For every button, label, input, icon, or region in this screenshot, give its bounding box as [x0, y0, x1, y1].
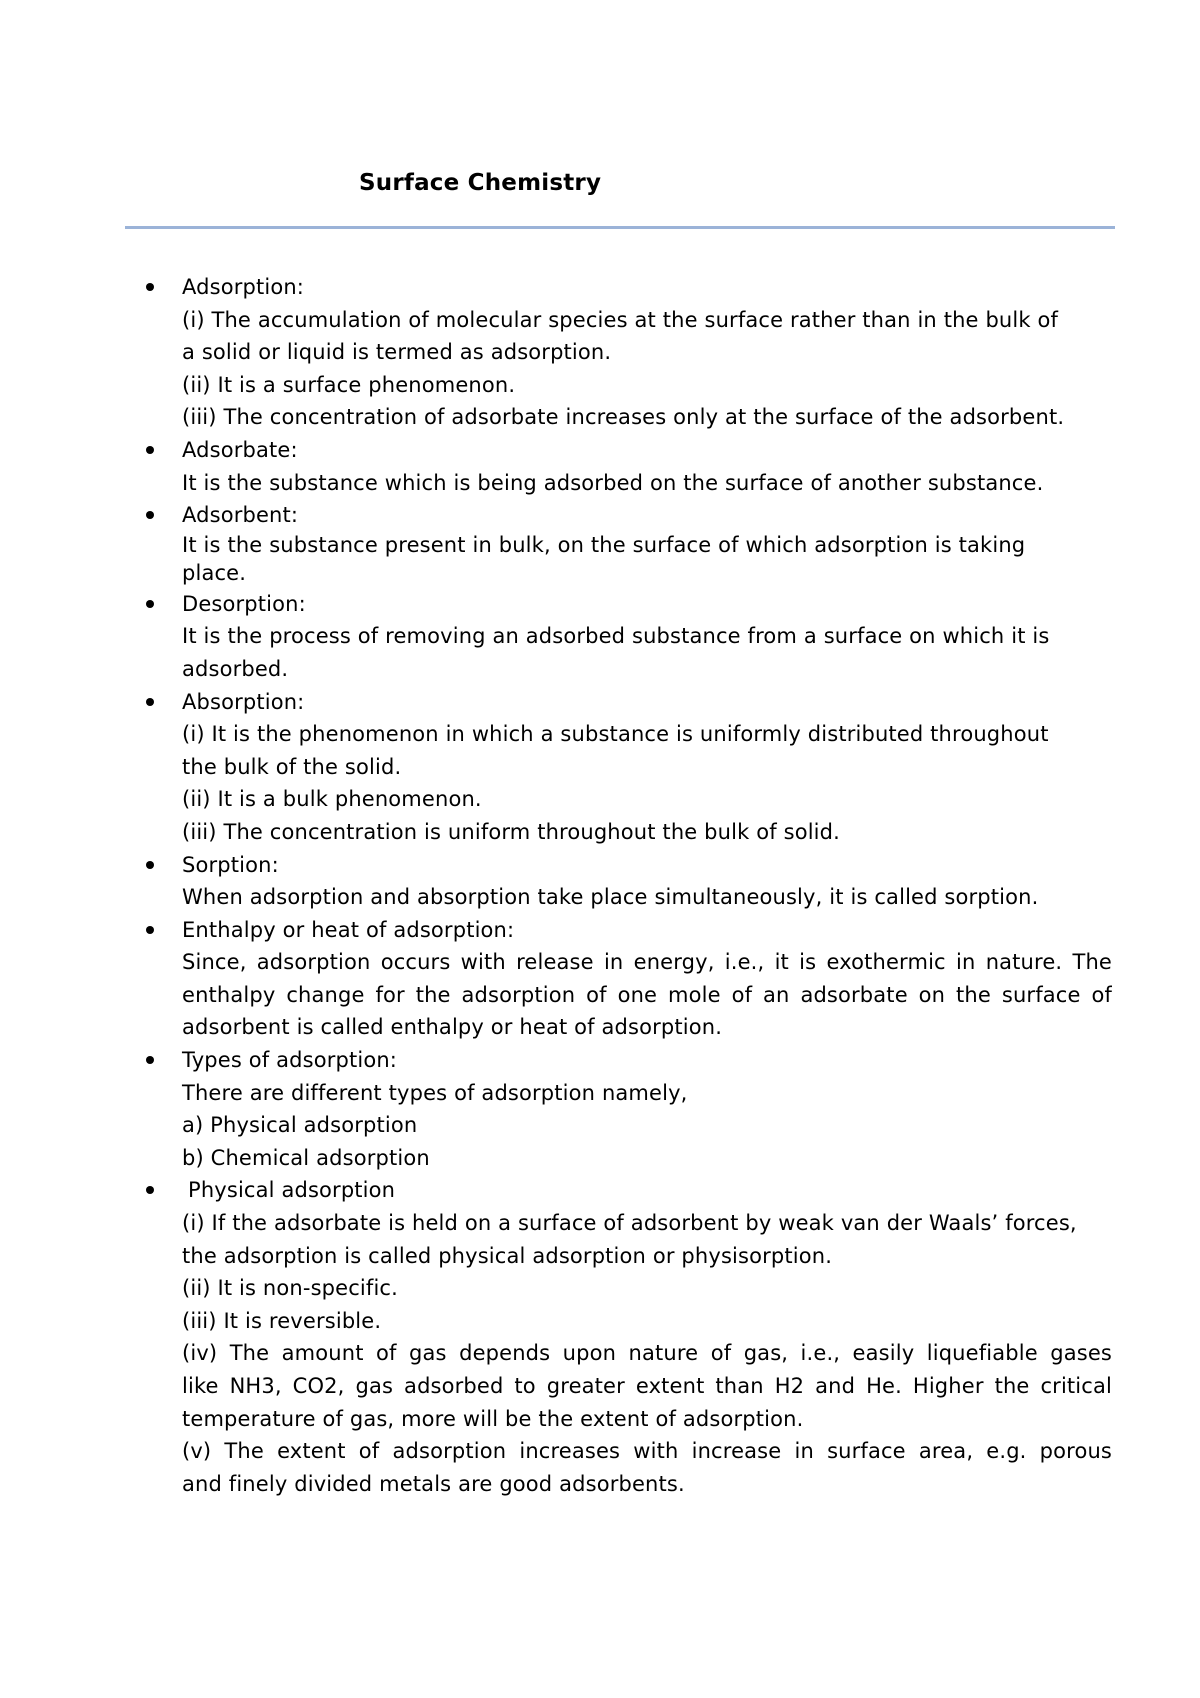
item-heading: Adsorption:	[182, 275, 305, 299]
document-body	[0, 271, 1200, 1500]
item-text-line: a solid or liquid is termed as adsorption.	[182, 340, 612, 365]
list-item-physical-adsorption	[0, 1174, 1200, 1500]
item-text-line: (ii) It is non-specific.	[182, 1276, 398, 1301]
item-text-line: (i) It is the phenomenon in which a substance is uniformly distributed throughout	[182, 722, 1049, 747]
list-item-types-of-adsorption	[0, 1044, 1200, 1174]
item-heading: Types of adsorption:	[182, 1048, 398, 1073]
item-heading: Adsorbent:	[182, 503, 299, 528]
page-title: Surface Chemistry	[359, 170, 602, 196]
item-text-line: There are different types of adsorption namely,	[182, 1080, 688, 1105]
list-item-adsorption	[0, 271, 1200, 434]
item-text-line: When adsorption and absorption take place simultaneously, it is called sorption.	[182, 885, 1039, 910]
item-text-line: (v) The extent of adsorption increases with increase in surface area, e.g. porous	[182, 1439, 1112, 1464]
item-text-line: b) Chemical adsorption	[182, 1145, 430, 1170]
item-text-line: and finely divided metals are good adsorbents.	[182, 1471, 685, 1496]
item-text-line: enthalpy change for the adsorption of one mole of an adsorbate on the surface of	[182, 982, 1112, 1007]
item-text-line: (i) If the adsorbate is held on a surface of adsorbent by weak van der Waals’ forces,	[182, 1211, 1077, 1236]
item-heading: Physical adsorption	[188, 1178, 396, 1203]
item-heading: Adsorbate:	[182, 437, 298, 462]
item-text-line: (iii) The concentration is uniform throughout the bulk of solid.	[182, 819, 840, 844]
item-text-line: (iii) The concentration of adsorbate increases only at the surface of the adsorbent.	[182, 405, 1065, 430]
item-text-line: (iii) It is reversible.	[182, 1308, 382, 1333]
list-item-adsorbate	[0, 434, 1200, 499]
item-text-line: (iv) The amount of gas depends upon nature of gas, i.e., easily liquefiable gases	[182, 1341, 1112, 1366]
item-text-line: It is the substance which is being adsorbed on the surface of another substance.	[182, 470, 1044, 495]
item-text-line: place.	[182, 560, 247, 585]
item-heading: Enthalpy or heat of adsorption:	[182, 917, 515, 942]
item-text-line: adsorbed.	[182, 656, 289, 681]
item-text-line: (ii) It is a bulk phenomenon.	[182, 787, 482, 812]
title-divider	[125, 226, 1115, 229]
item-heading: Absorption:	[182, 689, 305, 714]
item-text-line: It is the process of removing an adsorbed substance from a surface on which it is	[182, 624, 1050, 649]
item-heading: Desorption:	[182, 591, 306, 616]
list-item-absorption	[0, 686, 1200, 849]
item-text-line: Since, adsorption occurs with release in energy, i.e., it is exothermic in nature. The	[182, 950, 1112, 975]
list-item-desorption	[0, 588, 1200, 686]
list-item-sorption	[0, 849, 1200, 914]
item-text-line: the bulk of the solid.	[182, 754, 402, 779]
item-text-line: temperature of gas, more will be the extent of adsorption.	[182, 1406, 804, 1431]
item-text-line: (i) The accumulation of molecular species at the surface rather than in the bulk of	[182, 307, 1059, 332]
item-text-line: the adsorption is called physical adsorption or physisorption.	[182, 1243, 833, 1268]
item-text-line: like NH3, CO2, gas adsorbed to greater extent than H2 and He. Higher the critical	[182, 1374, 1112, 1398]
list-item-enthalpy	[0, 914, 1200, 1044]
item-text-line: It is the substance present in bulk, on the surface of which adsorption is taking	[182, 532, 1026, 557]
item-text-line: (ii) It is a surface phenomenon.	[182, 372, 516, 397]
item-text-line: adsorbent is called enthalpy or heat of adsorption.	[182, 1015, 723, 1040]
list-item-adsorbent	[0, 499, 1200, 588]
item-heading: Sorption:	[182, 852, 279, 877]
item-text-line: a) Physical adsorption	[182, 1113, 418, 1138]
